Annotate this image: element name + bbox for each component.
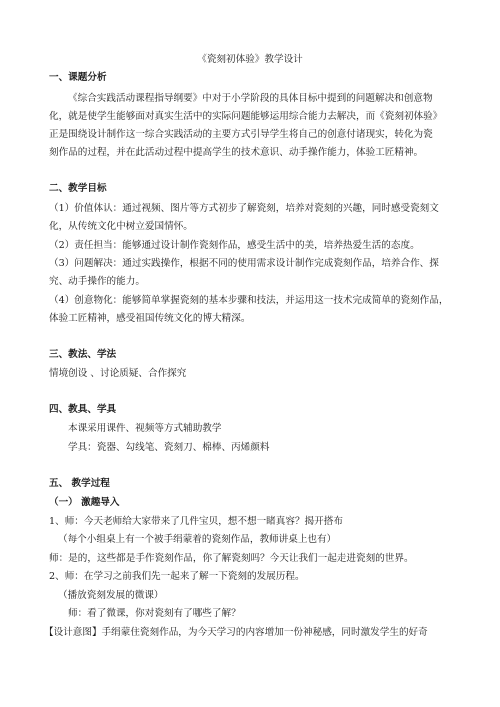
- section-heading-materials: 四、教具、学具: [49, 404, 117, 415]
- paragraph-line: 本课采用课件、视频等方式辅助教学: [68, 423, 222, 434]
- paragraph-line: 究、动手操作的能力。: [49, 276, 145, 287]
- paragraph-line: 2、师：在学习之前我们先一起来了解一下瓷刻的发展历程。: [49, 571, 305, 582]
- paragraph-line: 《综合实践活动课程指导纲要》中对于小学阶段的具体目标中提到的问题解决和创意物: [68, 93, 433, 104]
- paragraph-line: 师：是的，这些都是手作瓷刻作品，你了解瓷刻吗？今天让我们一起走进瓷刻的世界。: [49, 553, 414, 564]
- paragraph-line: 刻作品的过程，并在此活动过程中提高学生的技术意识、动手操作能力，体验工匠精神。: [49, 147, 424, 158]
- section-heading-process: 五、 教学过程: [49, 478, 110, 489]
- section-heading-methods: 三、教法、学法: [49, 349, 117, 360]
- paragraph-line: 【设计意图】手绢蒙住瓷刻作品，为今天学习的内容增加一份神秘感，同时激发学生的好奇: [44, 627, 428, 638]
- paragraph-line: 体验工匠精神，感受祖国传统文化的博大精深。: [49, 313, 251, 324]
- paragraph-line: 师：看了微课，你对瓷刻有了哪些了解？: [68, 608, 241, 619]
- paragraph-line: （播放瓷刻发展的微课）: [58, 590, 164, 601]
- section-heading-analysis: 一、课题分析: [49, 72, 107, 83]
- paragraph-line: 正是围绕设计制作这一综合实践活动的主要方式引导学生将自己的创意付诸现实，转化为瓷: [49, 129, 433, 140]
- paragraph-line: 化，从传统文化中树立爱国情怀。: [49, 221, 193, 232]
- paragraph-line: 学具：瓷器、勾线笔、瓷刻刀、棉棒、丙烯颜料: [68, 442, 270, 453]
- paragraph-line: （每个小组桌上有一个被手绢蒙着的瓷刻作品，教师讲桌上也有）: [58, 534, 337, 545]
- paragraph-line: 化，就是使学生能够面对真实生活中的实际问题能够运用综合能力去解决，而《瓷刻初体验》: [49, 111, 443, 122]
- paragraph-line: 情境创设 、讨论质疑、合作探究: [49, 368, 187, 379]
- sub-heading-intro: （一） 激趣导入: [49, 497, 120, 508]
- paragraph-line: （2）责任担当：能够通过设计制作瓷刻作品，感受生活中的美，培养热爱生活的态度。: [49, 240, 420, 251]
- section-heading-goals: 二、教学目标: [49, 183, 107, 194]
- paragraph-line: （4）创意物化：能够简单掌握瓷刻的基本步骤和技法，并运用这一技术完成简单的瓷刻作品，: [49, 295, 449, 306]
- document-title: 《瓷刻初体验》教学设计: [197, 54, 303, 65]
- paragraph-line: （1）价值体认：通过视频、图片等方式初步了解瓷刻，培养对瓷刻的兴趣，同时感受瓷刻文: [49, 203, 439, 214]
- paragraph-line: 1、师：今天老师给大家带来了几件宝贝，想不想一睹真容？揭开搭布: [49, 516, 343, 527]
- paragraph-line: （3）问题解决：通过实践操作，根据不同的使用需求设计制作完成瓷刻作品，培养合作、探: [49, 258, 439, 269]
